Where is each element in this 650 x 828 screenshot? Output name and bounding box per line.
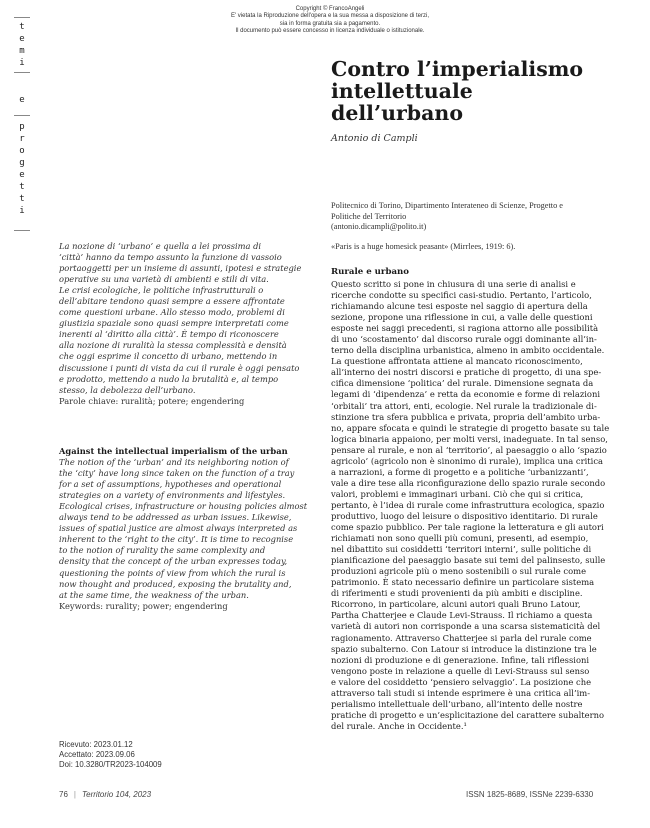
body-line: a narrazioni, a forme di progetto e a politiche ‘urbanizzanti’, <box>331 466 589 477</box>
keywords-italian: Parole chiave: ruralità; potere; engendering <box>59 395 245 406</box>
sidebar-rule <box>14 17 30 18</box>
sidebar-letter: t <box>19 182 25 192</box>
title-line: intellettuale <box>331 79 473 103</box>
body-line: ragionamento. Attraverso Chatterjee si parla del rurale come <box>331 632 592 643</box>
abstract-line: portaoggetti per un insieme di assunti, ipotesi e strategie <box>59 263 302 274</box>
body-line: legami di ‘dipendenza’ e retta da economie e forme di relazioni <box>331 389 601 400</box>
sidebar-letter: t <box>19 194 25 204</box>
abstract-italian-text <box>59 241 302 396</box>
sidebar-letter: t <box>19 22 25 32</box>
body-line: La questione affrontata attiene al mancato riconoscimento, <box>331 356 583 367</box>
sidebar-letter: p <box>19 122 25 132</box>
body-line: di uno ‘scostamento’ dal discorso rurale oggi dominante all’in- <box>331 334 597 345</box>
sidebar-word-progetti <box>15 121 29 217</box>
abstract-line: e prodotto, mettendo a nudo la brutalità e, al tempo <box>59 373 279 384</box>
body-line: pratiche di progetto e un’esplicitazione del carattere subalterno <box>331 709 605 720</box>
body-line: pianificazione del paesaggio basate sui temi del palinsesto, sulle <box>331 555 606 566</box>
abstract-line: stesso, la debolezza dell’urbano. <box>59 384 196 395</box>
body-line: vengono poste in relazione a quelle di Levi-Strauss sul senso <box>331 665 590 676</box>
sidebar-letter: e <box>19 34 25 44</box>
body-line: di riferimenti e studi provenienti da più ambiti e discipline. <box>331 588 583 599</box>
abstract-line: operative su una varietà di ambienti e stili di vita. <box>59 274 269 285</box>
sidebar-letter: e <box>19 170 25 180</box>
copyright-line: E' vietata la Riproduzione dell'opera e la sua messa a disposizione di terzi, <box>230 13 430 20</box>
epigraph: «Paris is a huge homesick peasant» (Mirrlees, 1919: 6). <box>331 242 516 251</box>
body-line: all’interno dei nostri discorsi e pratiche di progetto, di una spe- <box>331 367 602 378</box>
affiliation-line: Politecnico di Torino, Dipartimento Interateneo di Scienze, Progetto e <box>331 201 563 210</box>
abstract-english-text <box>59 457 308 601</box>
body-line: produzioni agricole più o meno sostenibili o sul rurale come <box>331 566 587 577</box>
article-title <box>331 58 631 124</box>
abstract-line: che oggi esprime il concetto di urbano, mettendo in <box>59 351 278 362</box>
abstract-line: giustizia spaziale sono quasi sempre interpretati come <box>59 318 289 329</box>
abstract-line: dell’abitare tendono quasi sempre a essere affrontate <box>59 296 285 307</box>
body-line: terno della disciplina urbanistica, almeno in ambito occidentale. <box>331 345 605 356</box>
body-line: stinzione tra sfera pubblica e privata, propria dell’ambito urba- <box>331 411 601 422</box>
abstract-italian <box>59 241 302 407</box>
article-author: Antonio di Campli <box>331 133 418 144</box>
abstract-line: at the same time, the weakness of the urban. <box>59 589 249 600</box>
body-line: Ricorrono, in particolare, alcuni autori quali Bruno Latour, <box>331 599 581 610</box>
body-line: nozioni di produzione e di generazione. Infine, tali riflessioni <box>331 654 590 665</box>
abstract-line: La nozione di ‘urbano’ e quella a lei prossima di <box>59 241 262 251</box>
body-line: produttivo, luogo del leisure o dispositivo identitario. Di rurale <box>331 510 598 521</box>
sidebar-letter: g <box>19 158 25 168</box>
affiliation-line: Politiche del Territorio <box>331 211 407 221</box>
abstract-line: Ecological crises, infrastructure or housing policies almost <box>59 501 308 512</box>
abstract-line: issues of spatial justice are almost always interpreted as <box>59 523 298 534</box>
abstract-line: density that the concept of the urban expresses today, <box>59 556 288 567</box>
abstract-line: strategies on a variety of environments and lifestyles. <box>59 490 286 501</box>
body-line: patrimonio. È stato necessario definire un particolare sistema <box>331 577 595 588</box>
abstract-line: the ‘city’ have long since taken on the function of a tray <box>59 468 295 479</box>
received-date: Ricevuto: 2023.01.12 <box>59 740 133 749</box>
abstract-english <box>59 446 308 612</box>
section-heading: Rurale e urbano <box>331 267 410 277</box>
body-line: sezione, propone una riflessione in cui, a valle delle questioni <box>331 312 593 323</box>
abstract-line: alla nozione di ruralità la stessa complessità e densità <box>59 340 287 351</box>
page-number: 76 <box>59 790 68 799</box>
article-body <box>331 279 610 732</box>
body-line: richiamando alcune tesi esposte nel saggio di apertura della <box>331 301 588 312</box>
abstract-line: Le crisi ecologiche, le politiche infrastrutturali o <box>59 285 264 296</box>
body-line: agricolo’ (agricolo non è sinonimo di rurale), implica una critica <box>331 455 604 466</box>
sidebar-letter: i <box>19 58 25 68</box>
title-line: dell’urbano <box>331 101 463 125</box>
body-line: esposte nei saggi precedenti, si ragiona attorno alle possibilità <box>331 323 599 334</box>
sidebar-rule <box>14 230 30 231</box>
sidebar-rule <box>14 115 30 116</box>
page-footer-left <box>59 790 151 799</box>
body-line: Partha Chatterjee e Claude Levi-Strauss. Il richiamo a questa <box>331 610 593 621</box>
doi: Doi: 10.3280/TR2023-104009 <box>59 759 162 769</box>
body-line: come spazio pubblico. Per tale ragione la letteratura e gli autori <box>331 522 604 533</box>
abstract-line: come questioni urbane. Allo stesso modo, problemi di <box>59 307 285 318</box>
accepted-date: Accettato: 2023.09.06 <box>59 749 135 759</box>
body-line: e valore del cosiddetto ‘pensiero selvaggio’. La posizione che <box>331 676 592 687</box>
body-line: logica binaria appaiono, per molti versi, inadeguate. In tal senso, <box>331 433 608 444</box>
abstract-line: inherent to the ‘right to the city’. It is time to recognise <box>59 534 294 545</box>
body-line: no, appare sfocata e quindi le strategie di progetto basate su tale <box>331 422 610 433</box>
sidebar-letter: o <box>19 146 25 156</box>
body-line: cifica dimensione ‘politica’ del rurale. Dimensione segnata da <box>331 378 594 389</box>
abstract-line: The notion of the ‘urban’ and its neighboring notion of <box>59 457 289 468</box>
title-line: Contro l’imperialismo <box>331 57 584 81</box>
body-line: ricerche condotte su specifici casi-studio. Pertanto, l’articolo, <box>331 290 592 301</box>
body-line: ‘orbitali’ tra attori, enti, ecologie. Nel rurale la tradizionale di- <box>331 400 597 411</box>
abstract-line: questioning the points of view from which the rural is <box>59 567 286 578</box>
body-line: vale a dire tese alla riconfigurazione dello spazio rurale secondo <box>331 477 606 488</box>
journal-name: Territorio 104, 2023 <box>81 790 152 799</box>
body-line: richiamati non sono quelli più comuni, presenti, ad esempio, <box>331 533 589 544</box>
abstract-line: discussione i punti di vista da cui il rurale è oggi pensato <box>59 362 300 373</box>
body-line: Questo scritto si pone in chiusura di una serie di analisi e <box>331 279 576 289</box>
copyright-line: sia in forma gratuita sia a pagamento. <box>279 20 381 27</box>
publication-dates <box>59 740 162 769</box>
body-line: spazio subalterno. Con Latour si introduce la distinzione tra le <box>331 643 597 654</box>
body-line: valori, problemi e immaginari urbani. Ciò che qui si critica, <box>331 488 584 499</box>
author-affiliation <box>331 201 601 233</box>
body-line: perialismo intellettuale dell’urbano, all’intento delle nostre <box>331 698 583 709</box>
affiliation-line: (antonio.dicampli@polito.it) <box>331 222 427 232</box>
keywords-english: Keywords: rurality; power; engendering <box>59 600 228 611</box>
sidebar-letter: e <box>19 95 25 105</box>
footer-separator: | <box>73 790 76 799</box>
body-line: pertanto, è l’idea di rurale come infrastruttura ecologica, spazio <box>331 499 605 510</box>
body-line: pensare al rurale, e non al ‘territorio’, al paesaggio o allo ‘spazio <box>331 444 607 455</box>
body-line: attraverso tali studi si intende esprimere è una critica all’im- <box>331 687 591 698</box>
sidebar-letter: r <box>19 134 25 144</box>
abstract-line: inerenti al ‘diritto alla città’. È tempo di riconoscere <box>59 329 279 340</box>
copyright-line: Il documento può essere concesso in licenza individuale o istituzionale. <box>235 28 425 35</box>
abstract-line: always tend to be addressed as urban issues. Likewise, <box>59 512 292 523</box>
body-line: del rurale. Anche in Occidente.¹ <box>331 720 467 731</box>
abstract-line: to the notion of rurality the same complexity and <box>59 545 266 556</box>
issn-info: ISSN 1825-8689, ISSNe 2239-6330 <box>466 790 594 799</box>
body-line: varietà di autori non corrisponde a una scarsa sistematicità del <box>331 621 601 632</box>
sidebar-letter: m <box>19 46 25 56</box>
abstract-line: now thought and produced, exposing the brutality and, <box>59 578 292 589</box>
sidebar-letter: i <box>19 206 25 216</box>
abstract-line: for a set of assumptions, hypotheses and operational <box>59 479 282 490</box>
sidebar-word-temi <box>15 21 29 69</box>
copyright-notice <box>150 6 510 36</box>
sidebar-rule <box>14 72 30 73</box>
abstract-english-heading: Against the intellectual imperialism of the urban <box>59 446 288 456</box>
sidebar-word-e <box>15 94 29 106</box>
abstract-line: ‘città’ hanno da tempo assunto la funzione di vassoio <box>59 252 282 263</box>
body-line: nel dibattito sui cosiddetti ‘territori interni’, sulle politiche di <box>331 544 592 555</box>
copyright-line: Copyright © FrancoAngeli <box>295 6 365 12</box>
